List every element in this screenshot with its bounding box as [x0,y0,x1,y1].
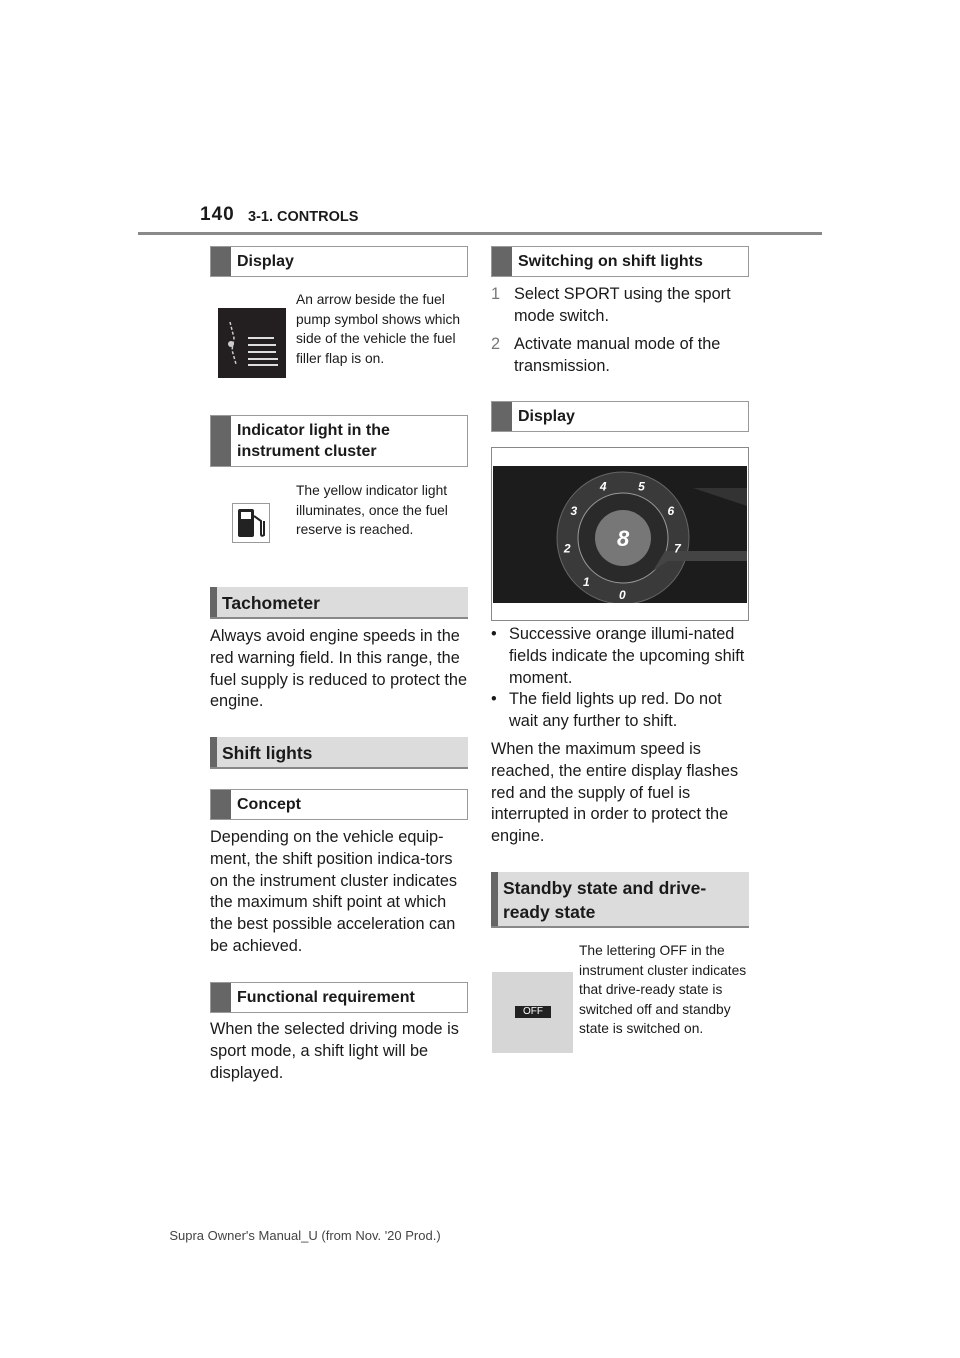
tach-number-5: 5 [638,479,645,494]
tach-number-6: 6 [667,504,675,518]
tachometer-text: Always avoid engine speeds in the red warning field. In this range, the fuel supply is reduced to protect the engine. [210,627,468,711]
header-rule [138,232,822,235]
concept-heading: Concept [210,789,468,820]
page-number: 140 [200,204,235,225]
section-title: 3-1. CONTROLS [248,209,359,225]
tach-number-2: 2 [563,541,571,556]
tachometer-image [491,447,749,621]
standby-description: The lettering OFF in the instrument cluster indicates that drive-ready state is switched off and standby state is switched on. [579,943,747,1036]
indicator-heading: Indicator light in the instrument cluster [210,415,468,467]
functional-requirement-heading: Functional requirement [210,982,468,1013]
off-indicator-image [492,972,573,1053]
concept-text: Depending on the vehicle equip-ment, the shift position indica-tors on the instrument cluster indicates the maximum shift point at which the best possible acceleration can be achieved. [210,828,458,955]
tachometer-heading: Tachometer [210,587,468,619]
footer: Supra Owner's Manual_U (from Nov. '20 Prod.) [169,1228,441,1243]
tach-number-3: 3 [570,504,578,518]
tach-gear-readout: 8 [617,526,630,551]
tach-number-0: 0 [619,588,626,602]
tach-number-1: 1 [583,574,590,589]
indicator-description: The yellow indicator light illuminates, once the fuel reserve is reached. [296,483,448,537]
display-heading: Display [210,246,468,277]
functional-requirement-text: When the selected driving mode is sport mode, a shift light will be displayed. [210,1020,459,1082]
max-speed-text: When the maximum speed is reached, the entire display flashes red and the supply of fuel is interrupted in order to protect the engine. [491,740,739,846]
tach-number-4: 4 [599,479,607,494]
standby-heading: Standby state and drive-ready state [491,872,749,928]
manual-page: 140 3-1. CONTROLS Display An arrow beside the fuel pump symbol shows which side of the vehicle the fuel filler flap is on. Indicator light in the instrument cluster The yellow indicator light illuminates, once the fuel reserve is reached. Tachometer Always avoid engine speeds in the red warning field. In this range, the fuel supply is reduced to protect the engine. Shift lights Concept Depending on the vehicle equip-ment, the shift position indica-tors on the instrument cluster indicates the maximum shift point at which the best possible acceleration can be achieved. Functional requirement When the selected driving mode is sport mode, a shift light will be displayed. Switching on shift lights 1 Select SPORT using the sport mode switch. 2 Activate manual mode of the transmission. Display 8 0 1 2 3 4 5 6 7 • Successive orange illumi-nated fields indicate the upcoming shift moment. • The field lights up red. Do not wait any further to shift. When the maximum speed is reached, the entire display flashes red and the supply of fuel is interrupted in order to protect the engine. Standby state and drive-ready state OFF The lettering OFF in the instrument cluster indicates that drive-ready state is switched off and standby state is switched on. Supra Owner's Manual_U (from Nov. '20 Prod.) [0,0,960,1358]
display-heading-right: Display [491,401,749,432]
fuel-pump-icon [232,503,270,543]
display-description: An arrow beside the fuel pump symbol shows which side of the vehicle the fuel filler flap is on. [296,292,461,366]
fuel-filler-arrow-icon [218,308,286,378]
shift-lights-heading: Shift lights [210,737,468,769]
off-label: OFF [515,1006,551,1018]
tach-number-7: 7 [674,541,681,556]
switching-heading: Switching on shift lights [491,246,749,277]
